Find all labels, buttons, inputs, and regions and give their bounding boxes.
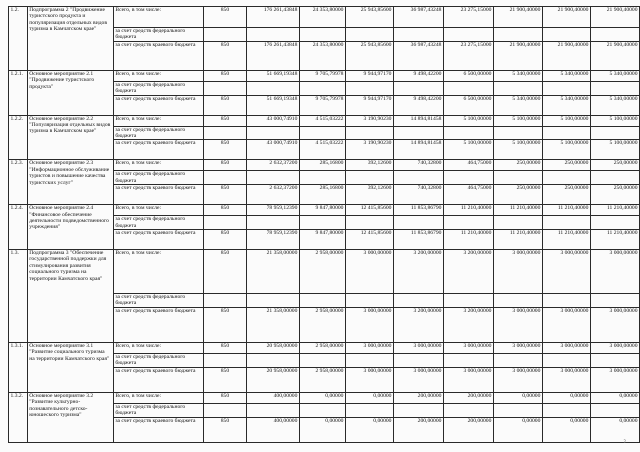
- amount-cell: [493, 126, 542, 140]
- row-code: 1.2.1.: [9, 70, 28, 115]
- grbs-code: 850: [203, 250, 246, 294]
- amount-cell: [542, 81, 590, 95]
- amount-cell: [443, 126, 493, 140]
- amount-cell: 176 261,43848: [247, 7, 300, 28]
- amount-cell: [247, 294, 300, 308]
- amount-cell: 11 210,40000: [590, 205, 639, 216]
- amount-cell: 21 900,40000: [590, 7, 639, 28]
- amount-cell: [345, 28, 393, 42]
- grbs-code: [203, 216, 246, 230]
- amount-cell: 5 340,00000: [493, 95, 542, 115]
- amount-cell: [443, 171, 493, 185]
- amount-cell: [393, 353, 443, 367]
- amount-cell: 250,00000: [590, 160, 639, 171]
- grbs-code: [203, 81, 246, 95]
- amount-cell: [542, 294, 590, 308]
- budget-table: [8, 6, 640, 443]
- page-corner-mark: 2: [623, 439, 626, 444]
- amount-cell: 3 000,00000: [345, 307, 393, 342]
- amount-cell: [247, 171, 300, 185]
- amount-cell: [493, 28, 542, 42]
- amount-cell: 5 100,00000: [443, 140, 493, 160]
- amount-cell: 25 943,85600: [345, 41, 393, 70]
- amount-cell: [590, 403, 639, 417]
- amount-cell: [443, 216, 493, 230]
- funding-source: за счет средств краевого бюджета: [113, 185, 203, 205]
- amount-cell: 3 000,00000: [590, 367, 639, 392]
- amount-cell: [247, 81, 300, 95]
- amount-cell: [393, 403, 443, 417]
- amount-cell: 43 000,74910: [247, 115, 300, 126]
- table-row: [9, 160, 640, 171]
- grbs-code: 850: [203, 160, 246, 171]
- amount-cell: 3 000,00000: [542, 250, 590, 294]
- amount-cell: [299, 353, 345, 367]
- funding-source: Всего, в том числе:: [113, 160, 203, 171]
- amount-cell: 3 000,00000: [345, 342, 393, 353]
- amount-cell: 9 498,42200: [393, 95, 443, 115]
- amount-cell: 23 275,15000: [443, 7, 493, 28]
- grbs-code: [203, 294, 246, 308]
- amount-cell: 11 210,40000: [493, 230, 542, 250]
- amount-cell: [393, 28, 443, 42]
- amount-cell: [247, 28, 300, 42]
- grbs-code: [203, 28, 246, 42]
- amount-cell: [443, 294, 493, 308]
- amount-cell: 9 944,97170: [345, 70, 393, 81]
- amount-cell: 0,00000: [493, 392, 542, 403]
- funding-source: за счет средств краевого бюджета: [113, 230, 203, 250]
- table-body: [9, 7, 640, 443]
- amount-cell: 3 000,00000: [493, 307, 542, 342]
- amount-cell: 11 210,40000: [443, 205, 493, 216]
- amount-cell: [345, 171, 393, 185]
- amount-cell: 5 340,00000: [590, 70, 639, 81]
- amount-cell: 0,00000: [590, 392, 639, 403]
- amount-cell: 14 894,81458: [393, 140, 443, 160]
- amount-cell: 3 200,00000: [443, 307, 493, 342]
- amount-cell: [590, 28, 639, 42]
- amount-cell: 5 340,00000: [542, 70, 590, 81]
- amount-cell: 5 100,00000: [590, 140, 639, 160]
- amount-cell: [542, 28, 590, 42]
- amount-cell: 0,00000: [542, 392, 590, 403]
- amount-cell: 250,00000: [590, 185, 639, 205]
- funding-source: Всего, в том числе:: [113, 70, 203, 81]
- amount-cell: 3 190,90230: [345, 140, 393, 160]
- grbs-code: [203, 171, 246, 185]
- amount-cell: 740,32800: [393, 160, 443, 171]
- funding-source: за счет средств федерального бюджета: [113, 81, 203, 95]
- amount-cell: [590, 81, 639, 95]
- amount-cell: 23 275,15000: [443, 41, 493, 70]
- amount-cell: 3 000,00000: [542, 307, 590, 342]
- amount-cell: [493, 81, 542, 95]
- amount-cell: [345, 403, 393, 417]
- table-row: [9, 392, 640, 403]
- amount-cell: 3 200,00000: [443, 250, 493, 294]
- amount-cell: 9 944,97170: [345, 95, 393, 115]
- row-title: Основное мероприятие 2.3 "Информационное обслуживание туристов и повышение качества туристских услуг": [27, 160, 113, 205]
- amount-cell: 21 900,40000: [590, 41, 639, 70]
- row-code: 1.3.2.: [9, 392, 28, 442]
- amount-cell: 464,75000: [443, 185, 493, 205]
- amount-cell: 0,00000: [542, 417, 590, 442]
- funding-source: Всего, в том числе:: [113, 392, 203, 403]
- amount-cell: [299, 28, 345, 42]
- amount-cell: [590, 353, 639, 367]
- table-row: [9, 250, 640, 294]
- amount-cell: [542, 403, 590, 417]
- amount-cell: 11 210,40000: [542, 230, 590, 250]
- amount-cell: [247, 403, 300, 417]
- amount-cell: [393, 126, 443, 140]
- amount-cell: 200,00000: [443, 392, 493, 403]
- amount-cell: 24 353,80000: [299, 7, 345, 28]
- funding-source: Всего, в том числе:: [113, 342, 203, 353]
- amount-cell: 4 515,03222: [299, 115, 345, 126]
- amount-cell: 21 900,40000: [542, 7, 590, 28]
- funding-source: за счет средств федерального бюджета: [113, 171, 203, 185]
- amount-cell: 12 415,85600: [345, 230, 393, 250]
- amount-cell: [345, 294, 393, 308]
- amount-cell: 3 200,00000: [393, 250, 443, 294]
- amount-cell: 0,00000: [299, 417, 345, 442]
- amount-cell: [299, 294, 345, 308]
- amount-cell: 3 000,00000: [345, 367, 393, 392]
- amount-cell: 0,00000: [493, 417, 542, 442]
- funding-source: за счет средств федерального бюджета: [113, 353, 203, 367]
- amount-cell: 11 210,40000: [542, 205, 590, 216]
- row-title: Основное мероприятие 3.2 "Развитие культурно-познавательного детско-юношеского туризма": [27, 392, 113, 442]
- amount-cell: 14 894,81458: [393, 115, 443, 126]
- amount-cell: [299, 216, 345, 230]
- amount-cell: 51 669,19348: [247, 95, 300, 115]
- amount-cell: 3 000,00000: [590, 250, 639, 294]
- amount-cell: [393, 81, 443, 95]
- amount-cell: [247, 126, 300, 140]
- amount-cell: 285,16800: [299, 185, 345, 205]
- amount-cell: 5 100,00000: [590, 115, 639, 126]
- amount-cell: 3 000,00000: [393, 367, 443, 392]
- amount-cell: 5 340,00000: [542, 95, 590, 115]
- amount-cell: 21 900,40000: [542, 41, 590, 70]
- funding-source: Всего, в том числе:: [113, 250, 203, 294]
- amount-cell: [393, 216, 443, 230]
- funding-source: за счет средств краевого бюджета: [113, 41, 203, 70]
- amount-cell: [299, 171, 345, 185]
- amount-cell: 250,00000: [493, 185, 542, 205]
- amount-cell: 9 498,42200: [393, 70, 443, 81]
- amount-cell: 11 853,86790: [393, 230, 443, 250]
- amount-cell: 3 000,00000: [590, 342, 639, 353]
- amount-cell: 24 353,80000: [299, 41, 345, 70]
- amount-cell: 11 210,40000: [590, 230, 639, 250]
- amount-cell: [345, 216, 393, 230]
- amount-cell: 4 515,03222: [299, 140, 345, 160]
- amount-cell: 3 000,00000: [590, 307, 639, 342]
- amount-cell: 3 190,90230: [345, 115, 393, 126]
- amount-cell: [542, 216, 590, 230]
- row-code: 1.3.1.: [9, 342, 28, 392]
- amount-cell: 3 000,00000: [493, 367, 542, 392]
- row-code: 1.2.2.: [9, 115, 28, 160]
- amount-cell: 200,00000: [443, 417, 493, 442]
- row-code: 1.2.4.: [9, 205, 28, 250]
- amount-cell: [345, 81, 393, 95]
- amount-cell: 43 000,74910: [247, 140, 300, 160]
- funding-source: за счет средств федерального бюджета: [113, 126, 203, 140]
- amount-cell: 5 100,00000: [542, 115, 590, 126]
- row-code: 1.2.: [9, 7, 28, 71]
- amount-cell: 392,12600: [345, 185, 393, 205]
- grbs-code: [203, 126, 246, 140]
- amount-cell: [542, 353, 590, 367]
- grbs-code: 850: [203, 230, 246, 250]
- grbs-code: 850: [203, 392, 246, 403]
- amount-cell: 464,75000: [443, 160, 493, 171]
- funding-source: за счет средств федерального бюджета: [113, 403, 203, 417]
- amount-cell: 21 358,00000: [247, 250, 300, 294]
- amount-cell: 11 210,40000: [493, 205, 542, 216]
- amount-cell: [542, 171, 590, 185]
- row-title: Основное мероприятие 3.1 "Развитие социального туризма на территории Камчатского края": [27, 342, 113, 392]
- row-title: Подпрограмма 2 "Продвижение туристского продукта и популяризация отдельных видов туризма в Камчатском крае": [27, 7, 113, 71]
- table-row: [9, 70, 640, 81]
- funding-source: за счет средств краевого бюджета: [113, 417, 203, 442]
- amount-cell: [247, 216, 300, 230]
- row-title: Подпрограмма 3 "Обеспечение государственной поддержки для стимулирования развития социального туризма на территории Камчатского края": [27, 250, 113, 343]
- table-row: [9, 7, 640, 28]
- amount-cell: [443, 28, 493, 42]
- amount-cell: 78 959,12390: [247, 230, 300, 250]
- amount-cell: 11 853,86790: [393, 205, 443, 216]
- funding-source: Всего, в том числе:: [113, 205, 203, 216]
- grbs-code: [203, 353, 246, 367]
- amount-cell: 11 210,40000: [443, 230, 493, 250]
- amount-cell: 36 987,43248: [393, 7, 443, 28]
- funding-source: Всего, в том числе:: [113, 7, 203, 28]
- amount-cell: 2 958,00000: [299, 342, 345, 353]
- amount-cell: [345, 126, 393, 140]
- amount-cell: [299, 81, 345, 95]
- amount-cell: [393, 294, 443, 308]
- amount-cell: [493, 403, 542, 417]
- amount-cell: 200,00000: [393, 417, 443, 442]
- amount-cell: 9 705,79978: [299, 95, 345, 115]
- amount-cell: 3 000,00000: [393, 342, 443, 353]
- funding-source: за счет средств краевого бюджета: [113, 367, 203, 392]
- amount-cell: [345, 353, 393, 367]
- amount-cell: 250,00000: [542, 160, 590, 171]
- funding-source: Всего, в том числе:: [113, 115, 203, 126]
- table-row: [9, 115, 640, 126]
- amount-cell: 9 705,79978: [299, 70, 345, 81]
- grbs-code: 850: [203, 7, 246, 28]
- amount-cell: 51 669,19348: [247, 70, 300, 81]
- table-row: [9, 205, 640, 216]
- amount-cell: 200,00000: [393, 392, 443, 403]
- amount-cell: 5 100,00000: [493, 115, 542, 126]
- row-title: Основное мероприятие 2.2 "Популяризация отдельных видов туризма в Камчатском крае": [27, 115, 113, 160]
- amount-cell: [493, 171, 542, 185]
- amount-cell: 2 632,37200: [247, 160, 300, 171]
- grbs-code: 850: [203, 342, 246, 353]
- amount-cell: 3 000,00000: [443, 367, 493, 392]
- amount-cell: [393, 171, 443, 185]
- amount-cell: [493, 216, 542, 230]
- row-title: Основное мероприятие 2.1 "Продвижение туристского продукта": [27, 70, 113, 115]
- amount-cell: 6 500,00000: [443, 70, 493, 81]
- amount-cell: 392,12600: [345, 160, 393, 171]
- amount-cell: 20 958,00000: [247, 342, 300, 353]
- amount-cell: [590, 126, 639, 140]
- amount-cell: 2 958,00000: [299, 307, 345, 342]
- amount-cell: 21 900,40000: [493, 41, 542, 70]
- amount-cell: 2 958,00000: [299, 250, 345, 294]
- amount-cell: 21 358,00000: [247, 307, 300, 342]
- amount-cell: 25 943,85600: [345, 7, 393, 28]
- amount-cell: [299, 126, 345, 140]
- row-code: 1.2.3.: [9, 160, 28, 205]
- amount-cell: [590, 216, 639, 230]
- amount-cell: 3 000,00000: [542, 342, 590, 353]
- row-title: Основное мероприятие 2.4 "Финансовое обеспечение деятельности подведомственного учреждения": [27, 205, 113, 250]
- funding-source: за счет средств федерального бюджета: [113, 216, 203, 230]
- amount-cell: 400,00000: [247, 417, 300, 442]
- amount-cell: [299, 403, 345, 417]
- row-code: 1.3.: [9, 250, 28, 343]
- amount-cell: 3 000,00000: [493, 342, 542, 353]
- amount-cell: [443, 353, 493, 367]
- amount-cell: 2 958,00000: [299, 367, 345, 392]
- amount-cell: 0,00000: [299, 392, 345, 403]
- grbs-code: 850: [203, 417, 246, 442]
- amount-cell: [542, 126, 590, 140]
- amount-cell: 0,00000: [345, 392, 393, 403]
- amount-cell: 2 632,37200: [247, 185, 300, 205]
- amount-cell: [493, 294, 542, 308]
- amount-cell: [443, 81, 493, 95]
- funding-source: за счет средств краевого бюджета: [113, 95, 203, 115]
- amount-cell: 5 340,00000: [493, 70, 542, 81]
- funding-source: за счет средств краевого бюджета: [113, 140, 203, 160]
- amount-cell: 9 847,80000: [299, 205, 345, 216]
- amount-cell: 3 000,00000: [443, 342, 493, 353]
- amount-cell: 3 000,00000: [493, 250, 542, 294]
- funding-source: за счет средств федерального бюджета: [113, 28, 203, 42]
- amount-cell: 250,00000: [542, 185, 590, 205]
- amount-cell: 9 847,80000: [299, 230, 345, 250]
- amount-cell: 36 987,43248: [393, 41, 443, 70]
- grbs-code: 850: [203, 41, 246, 70]
- amount-cell: [590, 171, 639, 185]
- amount-cell: 3 200,00000: [393, 307, 443, 342]
- amount-cell: 3 000,00000: [345, 250, 393, 294]
- amount-cell: 5 100,00000: [443, 115, 493, 126]
- funding-source: за счет средств краевого бюджета: [113, 307, 203, 342]
- grbs-code: 850: [203, 140, 246, 160]
- amount-cell: 6 500,00000: [443, 95, 493, 115]
- amount-cell: 5 100,00000: [493, 140, 542, 160]
- amount-cell: 12 415,85600: [345, 205, 393, 216]
- amount-cell: [590, 294, 639, 308]
- table-row: [9, 342, 640, 353]
- amount-cell: 740,32800: [393, 185, 443, 205]
- grbs-code: 850: [203, 115, 246, 126]
- amount-cell: 5 100,00000: [542, 140, 590, 160]
- amount-cell: [493, 353, 542, 367]
- grbs-code: 850: [203, 367, 246, 392]
- amount-cell: 20 958,00000: [247, 367, 300, 392]
- grbs-code: 850: [203, 185, 246, 205]
- grbs-code: 850: [203, 70, 246, 81]
- grbs-code: [203, 403, 246, 417]
- amount-cell: 78 959,12390: [247, 205, 300, 216]
- amount-cell: [443, 403, 493, 417]
- amount-cell: 0,00000: [345, 417, 393, 442]
- amount-cell: 400,00000: [247, 392, 300, 403]
- amount-cell: 5 340,00000: [590, 95, 639, 115]
- grbs-code: 850: [203, 307, 246, 342]
- amount-cell: 176 261,43848: [247, 41, 300, 70]
- amount-cell: 0,00000: [590, 417, 639, 442]
- amount-cell: 21 900,40000: [493, 7, 542, 28]
- amount-cell: 285,16800: [299, 160, 345, 171]
- grbs-code: 850: [203, 205, 246, 216]
- amount-cell: [247, 353, 300, 367]
- funding-source: за счет средств федерального бюджета: [113, 294, 203, 308]
- amount-cell: 250,00000: [493, 160, 542, 171]
- grbs-code: 850: [203, 95, 246, 115]
- amount-cell: 3 000,00000: [542, 367, 590, 392]
